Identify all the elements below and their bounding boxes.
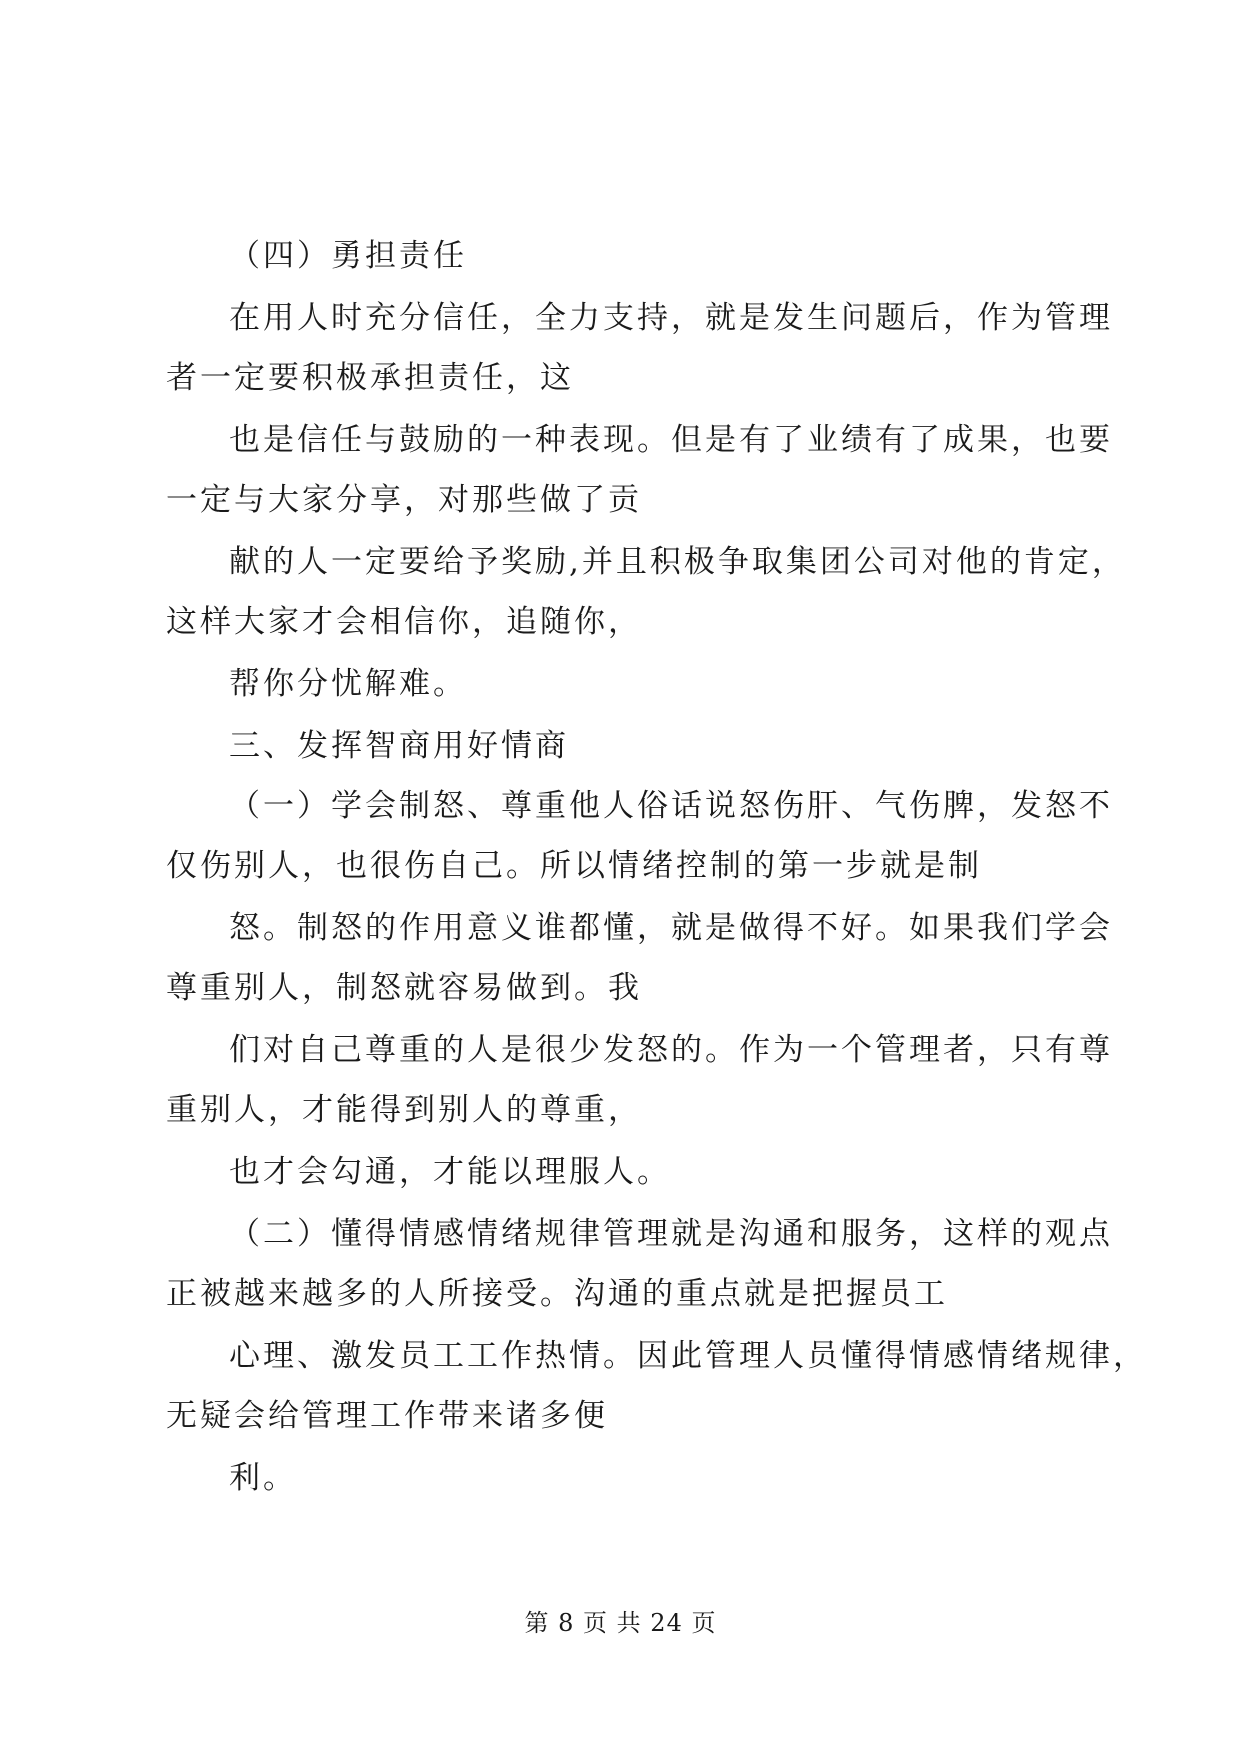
paragraph-line: 仅伤别人，也很伤自己。所以情绪控制的第一步就是制 — [166, 848, 982, 884]
paragraph-line: （一）学会制怒、尊重他人俗话说怒伤肝、气伤脾，发怒不 — [229, 788, 1113, 824]
paragraph-line: 这样大家才会相信你，追随你， — [166, 604, 642, 640]
paragraph-line: 也是信任与鼓励的一种表现。但是有了业绩有了成果，也要 — [229, 422, 1113, 458]
heading-four: （四）勇担责任 — [229, 238, 467, 274]
paragraph-line: 重别人，才能得到别人的尊重， — [166, 1092, 642, 1128]
paragraph-line: 在用人时充分信任，全力支持，就是发生问题后，作为管理 — [229, 300, 1113, 336]
paragraph-line: 一定与大家分享，对那些做了贡 — [166, 482, 642, 518]
paragraph-line: 怒。制怒的作用意义谁都懂，就是做得不好。如果我们学会 — [229, 910, 1113, 946]
paragraph-line: 正被越来越多的人所接受。沟通的重点就是把握员工 — [166, 1276, 948, 1312]
paragraph-line: 利。 — [229, 1460, 297, 1496]
section-heading: 三、发挥智商用好情商 — [229, 728, 569, 764]
paragraph-line: 也才会勾通，才能以理服人。 — [229, 1154, 671, 1190]
paragraph-line: 帮你分忧解难。 — [229, 666, 467, 702]
paragraph-line: 尊重别人，制怒就容易做到。我 — [166, 970, 642, 1006]
paragraph-line: 无疑会给管理工作带来诸多便 — [166, 1398, 608, 1434]
paragraph-line: 心理、激发员工工作热情。因此管理人员懂得情感情绪规律， — [229, 1338, 1147, 1374]
paragraph-line: 献的人一定要给予奖励,并且积极争取集团公司对他的肯定， — [229, 544, 1126, 580]
paragraph-line: （二）懂得情感情绪规律管理就是沟通和服务，这样的观点 — [229, 1216, 1113, 1252]
paragraph-line: 者一定要积极承担责任，这 — [166, 360, 574, 396]
page-number-footer: 第 8 页 共 24 页 — [524, 1609, 717, 1637]
paragraph-line: 们对自己尊重的人是很少发怒的。作为一个管理者，只有尊 — [229, 1032, 1113, 1068]
